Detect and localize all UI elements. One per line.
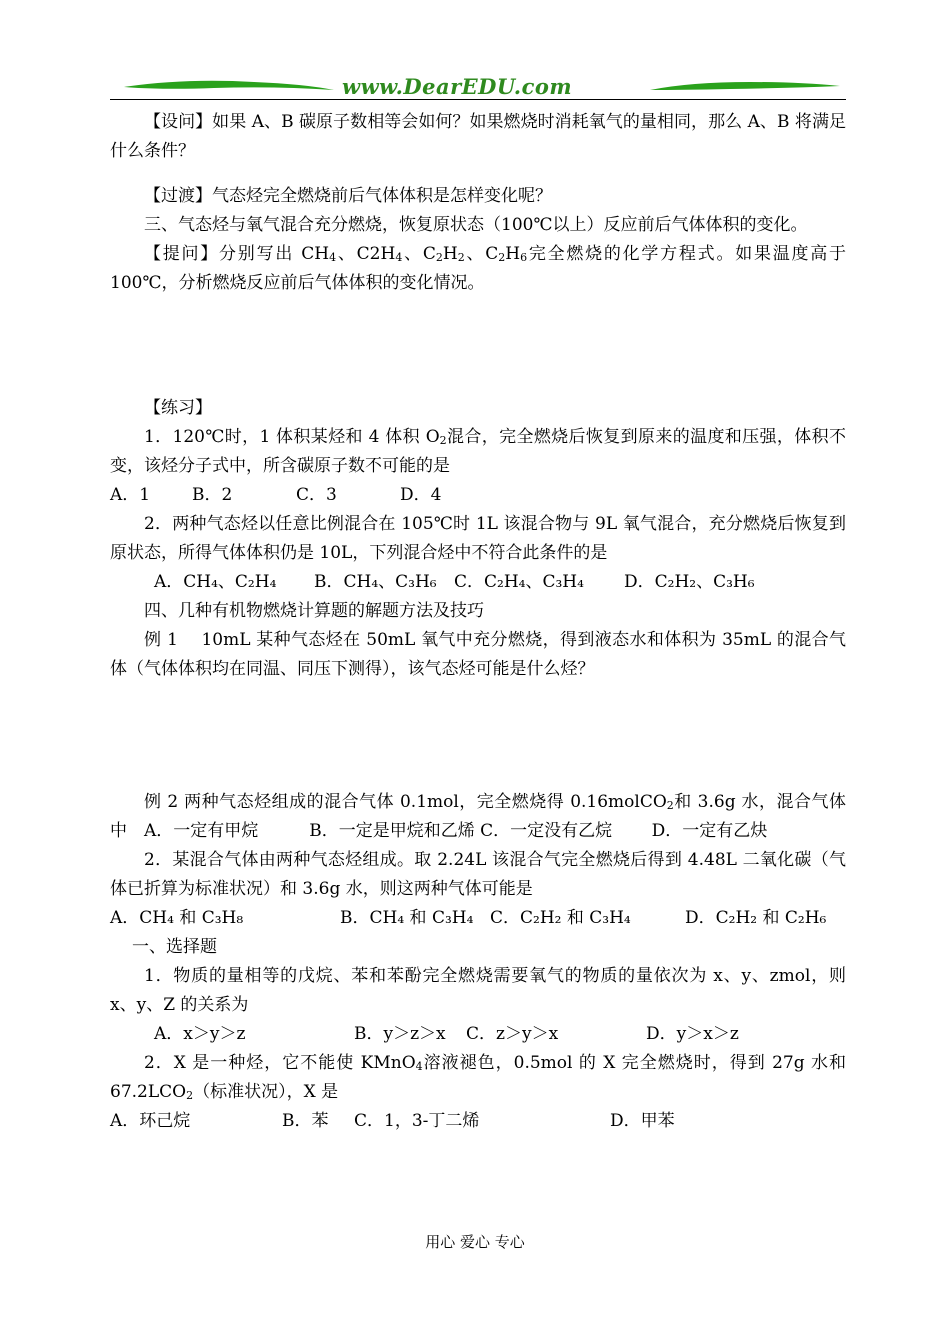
paragraph-tiwen: 【提问】分别写出 $CH_4$、$C2H_4$、$C_2H_2$、$C_2H_6$完全燃烧的化学方程式。如果温度高于 100℃，分析燃烧反应前后气体体积的变化情况。: [110, 244, 847, 293]
example-2: 例 2 两种气态烃组成的混合气体 0.1mol，完全燃烧得 0.16molCO$_2$和 3.6g 水，混合气体中 A．一定有甲烷 B．一定是甲烷和乙烯 C．一定没有乙烷 D．一定有乙炔: [110, 792, 846, 841]
option-b: B．苯: [282, 1111, 329, 1131]
left-swoosh-decoration: [124, 78, 334, 92]
option-b: B．2: [192, 485, 233, 505]
option-b: B．CH₄ 和 C₃H₄: [340, 908, 474, 928]
question-2: 2．某混合气体由两种气态烃组成。取 2.24L 该混合气完全燃烧后得到 4.48L 二氧化碳（气体已折算为标准状况）和 3.6g 水，则这两种气体可能是: [110, 850, 846, 899]
header-rule: [110, 99, 846, 100]
option-a: A．CH₄ 和 C₃H₈: [110, 908, 244, 928]
right-swoosh-decoration: [650, 78, 840, 92]
option-d: D．y＞x＞z: [646, 1024, 739, 1044]
option-a: A．1: [110, 485, 151, 505]
option-a: A．环己烷: [110, 1111, 191, 1131]
option-b: B．CH₄、C₃H₆: [314, 572, 437, 592]
choice-2: 2．X 是一种烃，它不能使 KMnO$_4$溶液褪色，0.5mol 的 X 完全燃烧时，得到 27g 水和 $67.2LCO_2$（标准状况），X 是: [110, 1053, 847, 1102]
choice-2-options: [110, 1107, 846, 1136]
exercise-1: 1．120℃时，1 体积某烃和 4 体积 $O_2$混合，完全燃烧后恢复到原来的温度和压强，体积不变，该烃分子式中，所含碳原子数不可能的是: [110, 427, 846, 476]
option-c: C．z＞y＞x: [466, 1024, 559, 1044]
question-2-options: [110, 904, 846, 933]
option-c: C．1，3-丁二烯: [354, 1111, 480, 1131]
option-a: A．x＞y＞z: [154, 1024, 246, 1044]
option-d: D．甲苯: [610, 1111, 675, 1131]
option-c: C．C₂H₂ 和 C₃H₄: [490, 908, 631, 928]
site-logo: www.DearEDU.com: [342, 74, 573, 99]
option-d: D．4: [400, 485, 442, 505]
section-1-heading: 一、选择题: [132, 937, 217, 957]
header: [110, 72, 846, 102]
option-c: C．3: [296, 485, 337, 505]
paragraph-setwen: 【设问】如果 A、B 碳原子数相等会如何？如果燃烧时消耗氧气的量相同，那么 A、B 将满足什么条件？: [110, 112, 846, 161]
option-c: C．C₂H₄、C₃H₄: [454, 572, 584, 592]
option-a: A．CH₄、C₂H₄: [154, 572, 277, 592]
footer-motto: 用心 爱心 专心: [425, 1233, 525, 1251]
exercise-2-options: [110, 568, 846, 597]
exercise-1-options: [110, 481, 846, 510]
choice-1-options: [110, 1020, 846, 1049]
paragraph-section-3: 三、气态烃与氧气混合充分燃烧，恢复原状态（100℃以上）反应前后气体体积的变化。: [144, 215, 808, 235]
option-b: B．y＞z＞x: [354, 1024, 446, 1044]
example-1: 例 1 10mL 某种气态烃在 50mL 氧气中充分燃烧，得到液态水和体积为 35mL 的混合气体（气体体积均在同温、同压下测得），该气态烃可能是什么烃？: [110, 630, 846, 679]
exercise-2: 2．两种气态烃以任意比例混合在 105℃时 1L 该混合物与 9L 氧气混合，充分燃烧后恢复到原状态，所得气体体积仍是 10L，下列混合烃中不符合此条件的是: [110, 514, 846, 563]
paragraph-lianxi: 【练习】: [144, 398, 212, 418]
option-d: D．C₂H₂、C₃H₆: [624, 572, 755, 592]
paragraph-section-4: 四、几种有机物燃烧计算题的解题方法及技巧: [144, 601, 484, 621]
choice-1: 1．物质的量相等的戊烷、苯和苯酚完全燃烧需要氧气的物质的量依次为 x、y、zmol，则 x、y、Z 的关系为: [110, 966, 846, 1015]
paragraph-guodu: 【过渡】气态烃完全燃烧前后气体体积是怎样变化呢？: [144, 186, 552, 206]
option-d: D．C₂H₂ 和 C₂H₆: [685, 908, 827, 928]
document-body: [110, 108, 846, 1136]
